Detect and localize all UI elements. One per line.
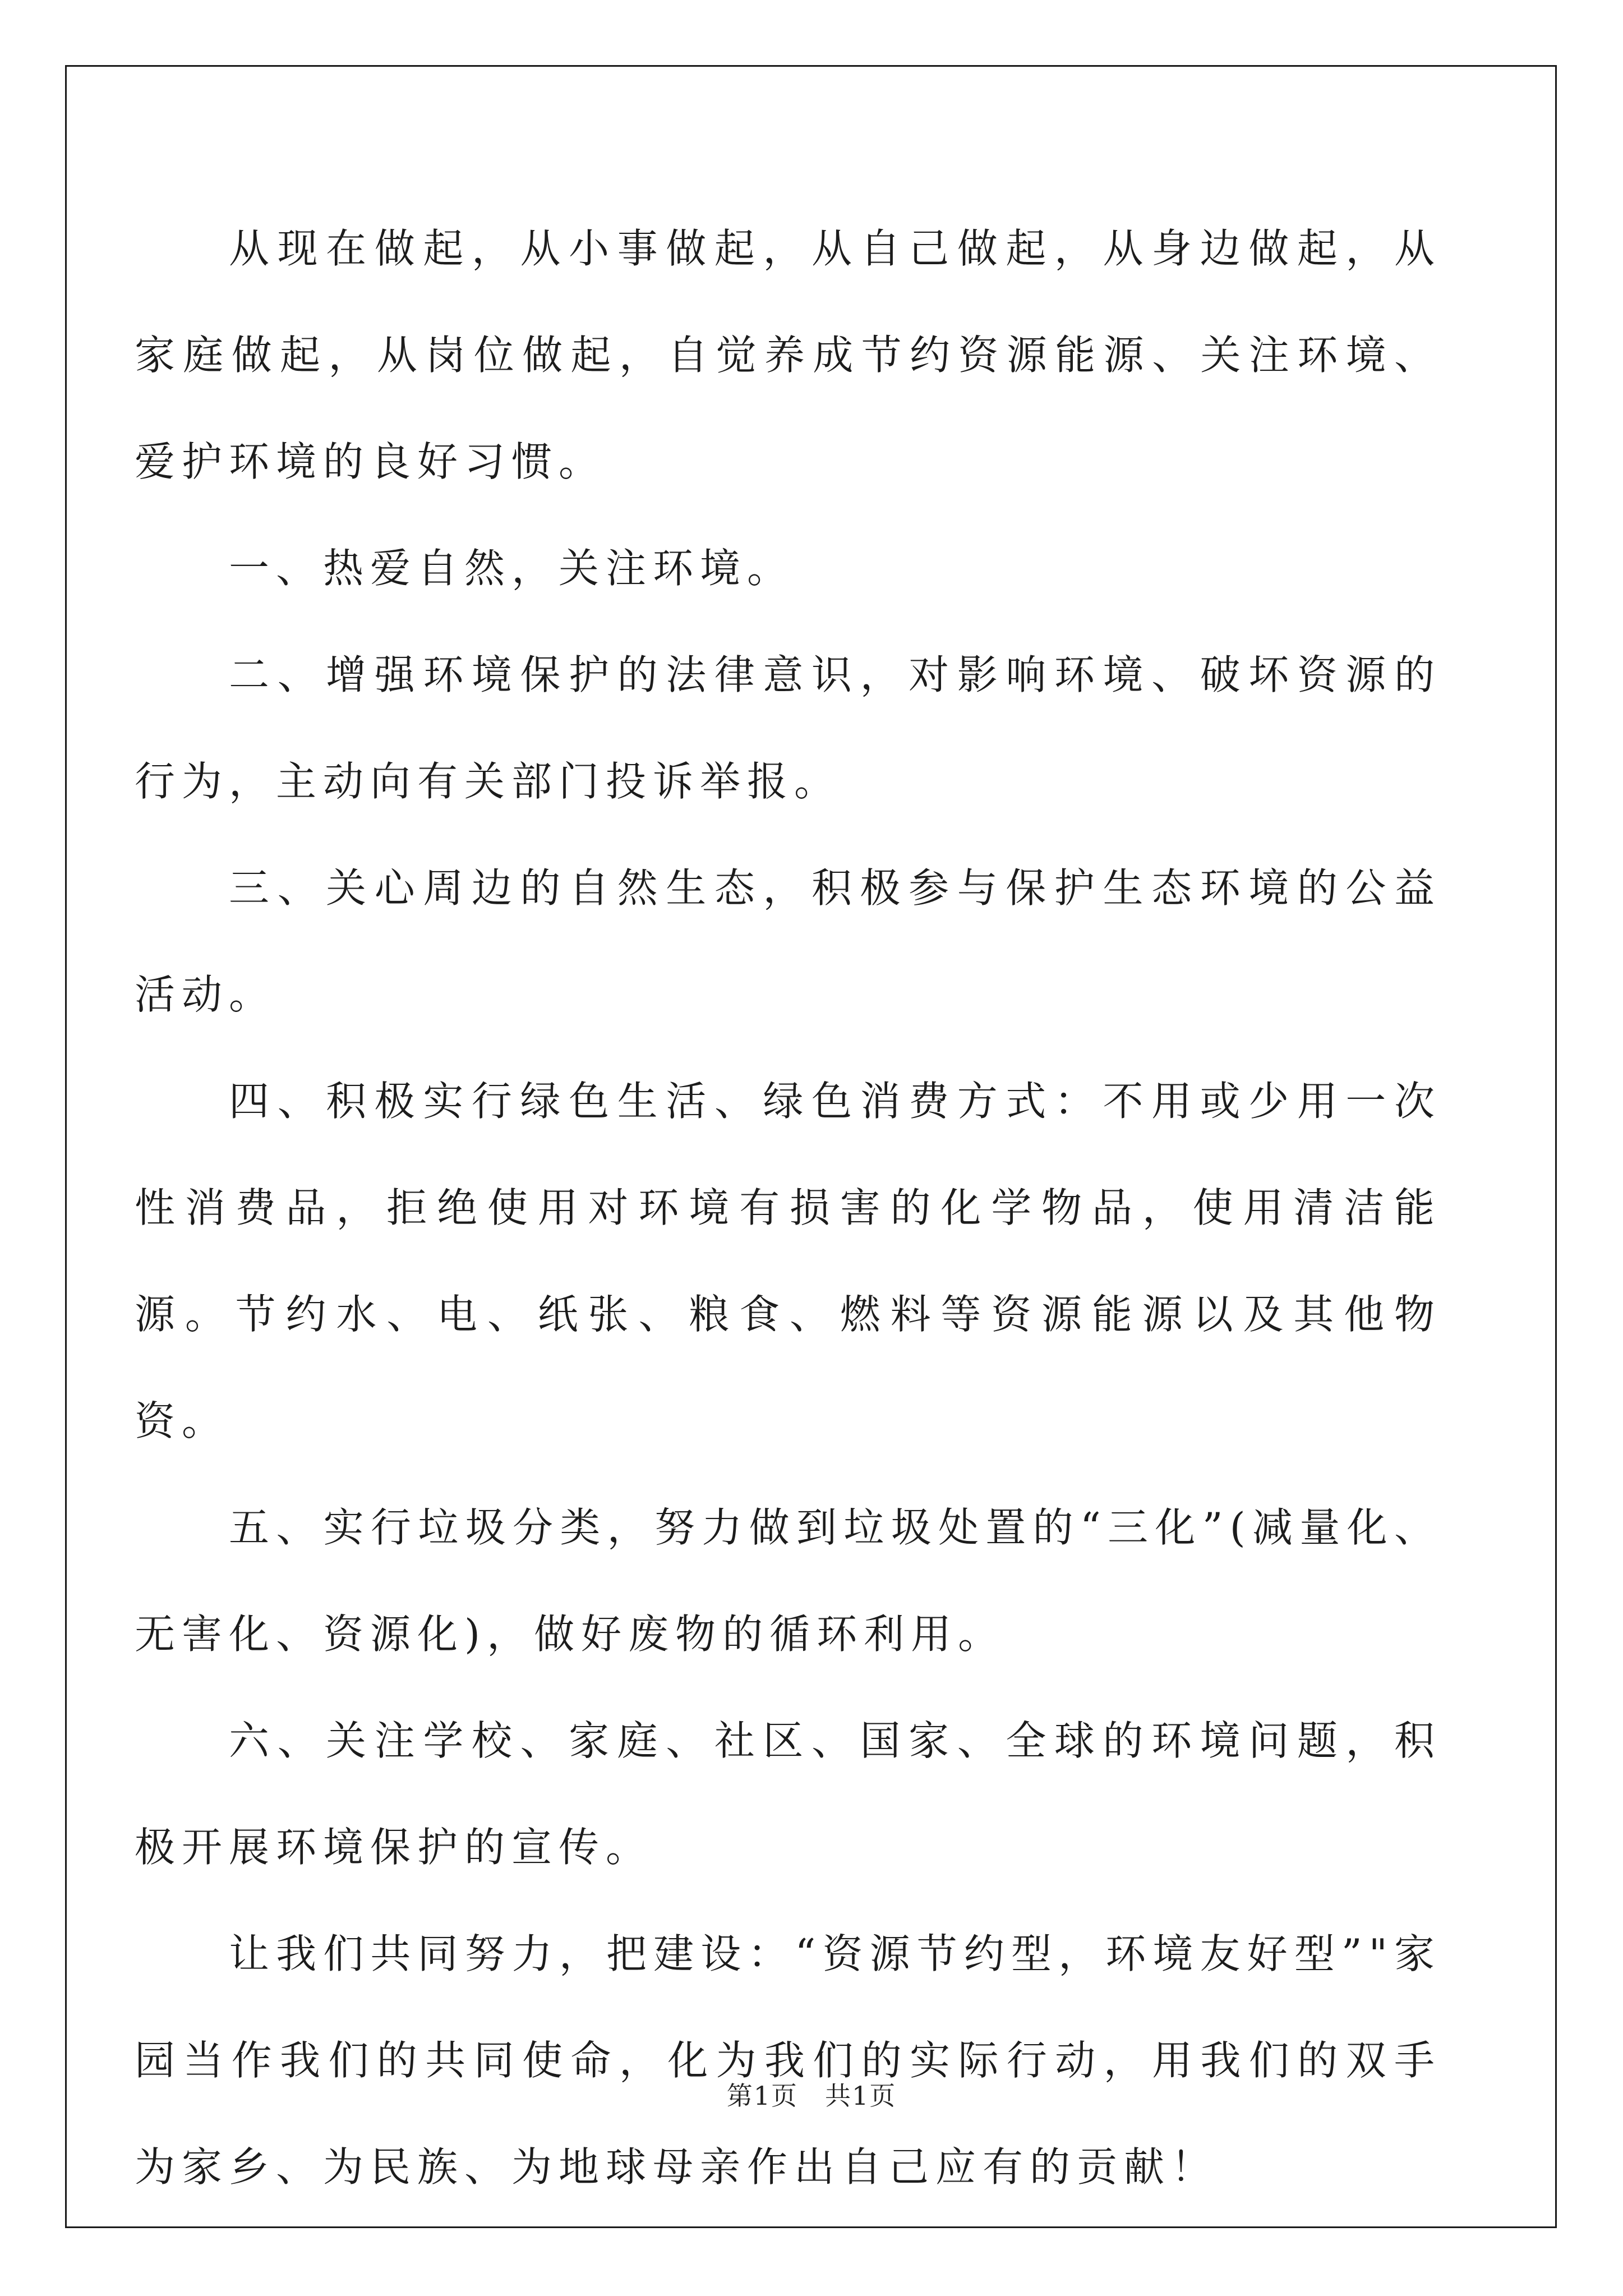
paragraph-item-5: 五、实行垃圾分类，努力做到垃圾处置的“三化”(减量化、无害化、资源化)，做好废物的循环利用。 xyxy=(135,1504,1441,1658)
paragraph-closing: 让我们共同努力，把建设：“资源节约型，环境友好型”"家园当作我们的共同使命，化为我们的实际行动，用我们的双手为家乡、为民族、为地球母亲作出自己应有的贡献！ xyxy=(135,1930,1441,2191)
paragraph-item-4: 四、积极实行绿色生活、绿色消费方式：不用或少用一次性消费品，拒绝使用对环境有损害的化学物品，使用清洁能源。节约水、电、纸张、粮食、燃料等资源能源以及其他物资。 xyxy=(135,1078,1441,1444)
paragraph-item-6: 六、关注学校、家庭、社区、国家、全球的环境问题，积极开展环境保护的宣传。 xyxy=(135,1717,1441,1871)
paragraph-item-2: 二、增强环境保护的法律意识，对影响环境、破坏资源的行为，主动向有关部门投诉举报。 xyxy=(135,651,1441,805)
paragraph-item-1: 一、热爱自然，关注环境。 xyxy=(229,545,795,592)
paragraph-item-3: 三、关心周边的自然生态，积极参与保护生态环境的公益活动。 xyxy=(135,864,1441,1018)
paragraph-intro: 从现在做起，从小事做起，从自己做起，从身边做起，从家庭做起，从岗位做起，自觉养成节约资源能源、关注环境、爱护环境的良好习惯。 xyxy=(135,225,1441,485)
document-body xyxy=(135,195,1441,2220)
page-number-footer: 第1页 共1页 xyxy=(726,2081,897,2111)
